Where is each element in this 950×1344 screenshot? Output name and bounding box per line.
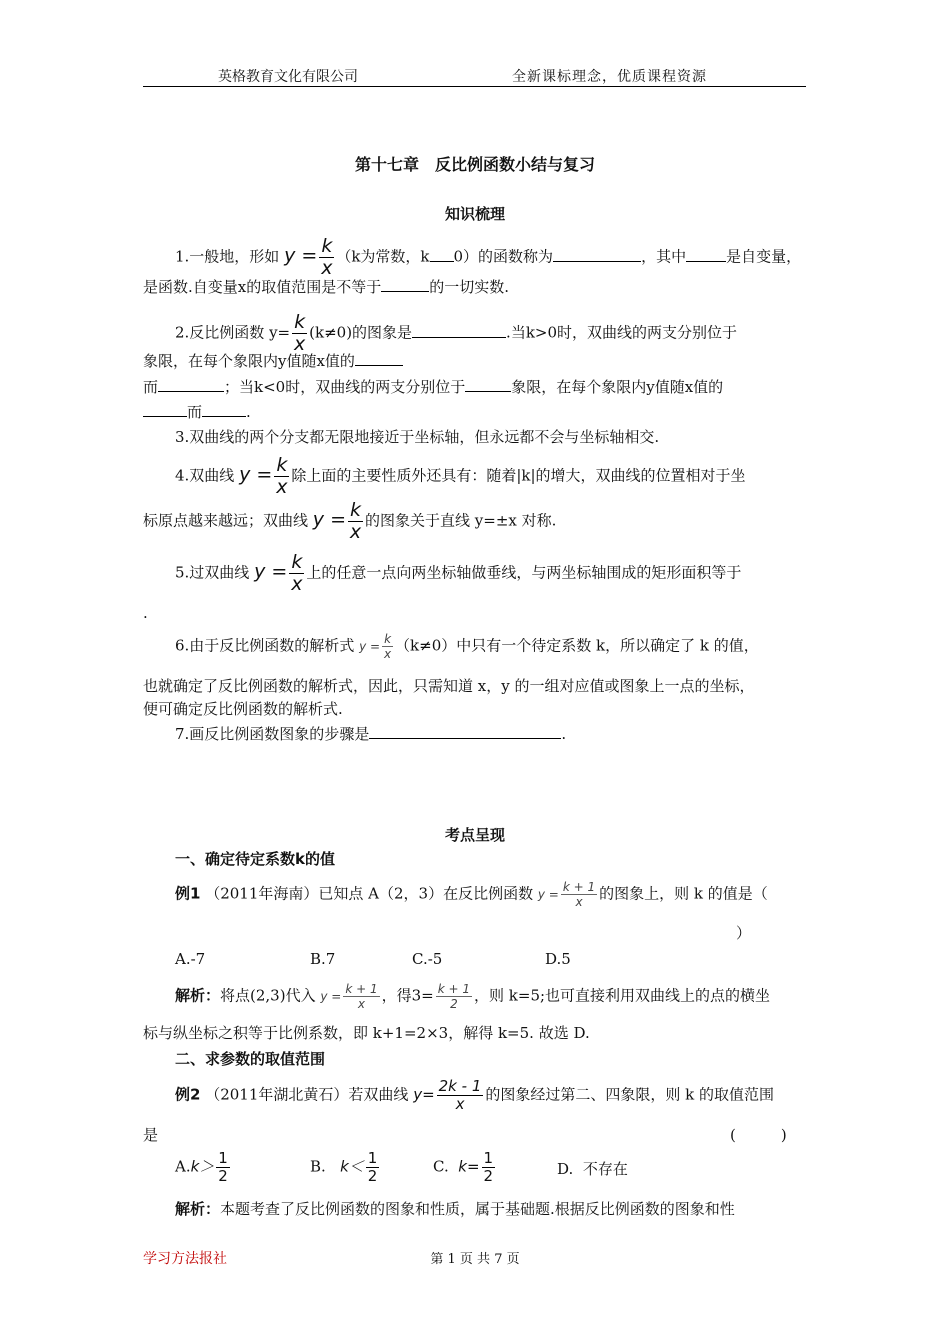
example-1-line-1 (143, 880, 838, 909)
paragraph-6-line-3: 便可确定反比例函数的解析式. (143, 700, 343, 718)
example-2-line-2: 是 (143, 1126, 159, 1144)
p7-text-a: 7.画反比例函数图象的步骤是 (175, 725, 370, 743)
p2-blank-4[interactable] (465, 376, 511, 392)
p2-text-g: 象限，在每个象限内y值随x值的 (511, 378, 724, 396)
p2-text-c: .当k>0时，双曲线的两支分别位于 (506, 323, 738, 342)
paragraph-2-line-2 (143, 350, 806, 372)
p1-text-e: 是自变量， (726, 247, 802, 266)
p4-text-a: 4.双曲线 (175, 466, 235, 485)
example-1-text-b: 的图象上，则 k 的值是（ (599, 884, 768, 903)
example-2-option-c[interactable]: C. k= $\frac{1}{2}$ (433, 1149, 494, 1185)
paragraph-2-line-1 (143, 312, 838, 355)
example-2-analysis (143, 1198, 838, 1220)
paragraph-1-line-2 (143, 276, 806, 298)
example-1-option-b[interactable]: B.7 (310, 950, 336, 968)
example-2-paren[interactable]: ( ) (730, 1126, 787, 1144)
example-1-paren-close: ） (735, 924, 751, 942)
p4-y-1: y = (239, 463, 273, 486)
paragraph-1-line-1 (143, 236, 838, 279)
p2-blank-1[interactable] (412, 322, 506, 338)
p7-blank[interactable] (369, 723, 561, 739)
p2-text-d: 象限，在每个象限内y值随x值的 (143, 352, 355, 370)
p2-blank-6[interactable] (202, 401, 246, 417)
example-1-analysis-label: 解析： (175, 986, 221, 1005)
p5-text-b: 上的任意一点向两坐标轴做垂线，与两坐标轴围成的矩形面积等于 (306, 563, 742, 582)
example-1-analysis-line-1 (143, 982, 838, 1011)
paragraph-6-line-1 (143, 632, 838, 661)
p2-blank-5[interactable] (143, 401, 187, 417)
p1-text-b: （k为常数，k (336, 247, 430, 266)
paragraph-2-line-4 (143, 401, 806, 423)
p7-text-b: . (561, 725, 567, 743)
section-title-exam-points: 考点呈现 (444, 826, 505, 844)
example-2-option-b[interactable]: B. k＜ $\frac{1}{2}$ (310, 1149, 378, 1185)
p4-text-c: 标原点越来越远；双曲线 (143, 511, 309, 530)
p4-y-2: y = (312, 508, 347, 531)
p1-y: y = (284, 244, 318, 267)
header-left: 英格教育文化有限公司 (218, 69, 358, 85)
header-right: 全新课标理念，优质课程资源 (512, 69, 707, 85)
example-2-label: 例2 (175, 1085, 201, 1104)
paragraph-5-line-2: . (143, 604, 148, 622)
p1-fraction: $\frac{k}{x}$ (321, 235, 333, 279)
paragraph-6-line-2: 也就确定了反比例函数的解析式，因此，只需知道 x，y 的一组对应值或图象上一点的坐标， (143, 677, 755, 695)
example-1-fraction: $\frac{k + 1}{x}$ (562, 880, 596, 909)
p1-blank-2[interactable] (553, 246, 641, 262)
example-2-text-b: 的图象经过第二、四象限，则 k 的取值范围 (485, 1085, 775, 1104)
paragraph-4-line-1 (143, 455, 838, 498)
p2-blank-3[interactable] (158, 376, 224, 392)
example-1-analysis-fraction-2: $\frac{k + 1}{2}$ (437, 982, 471, 1011)
paragraph-7 (143, 723, 838, 745)
p5-fraction: $\frac{k}{x}$ (291, 551, 303, 595)
example-2-y: y= (413, 1085, 435, 1104)
example-2-text-a: （2011年湖北黄石）若双曲线 (205, 1085, 409, 1104)
p2-text-i: . (246, 403, 251, 421)
paragraph-3: 3.双曲线的两个分支都无限地接近于坐标轴，但永远都不会与坐标轴相交. (175, 428, 660, 446)
example-1-text-a: （2011年海南）已知点 A（2，3）在反比例函数 (205, 884, 534, 903)
p4-fraction-2: $\frac{k}{x}$ (349, 499, 362, 543)
chapter-title: 第十七章 反比例函数小结与复习 (354, 155, 595, 174)
paragraph-5-line-1 (143, 552, 838, 595)
example-1-label: 例1 (175, 884, 201, 903)
example-1-analysis-a: 将点(2,3)代入 (220, 986, 316, 1005)
p2-text-b: (k≠0)的图象是 (309, 323, 413, 342)
p6-fraction: $\frac{k}{x}$ (384, 632, 392, 661)
example-2-option-a[interactable]: A.k＞ $\frac{1}{2}$ (175, 1149, 228, 1185)
p6-text-b: （k≠0）中只有一个待定系数 k，所以确定了 k 的值， (395, 636, 759, 655)
q1-heading: 一、确定待定系数k的值 (175, 850, 335, 868)
example-1-analysis-b: ，得3= (381, 986, 434, 1005)
example-1-analysis-fraction-1: $\frac{k + 1}{x}$ (345, 982, 378, 1011)
p6-y: y = (359, 639, 381, 654)
p1-text-g: 的一切实数. (429, 278, 510, 296)
p4-fraction-1: $\frac{k}{x}$ (276, 454, 288, 498)
section-title-knowledge: 知识梳理 (444, 205, 505, 223)
p6-text-a: 6.由于反比例函数的解析式 (175, 636, 355, 655)
p2-text-f: ；当k<0时，双曲线的两支分别位于 (224, 378, 466, 396)
p2-fraction: $\frac{k}{x}$ (294, 311, 306, 355)
p2-text-a: 2.反比例函数 y= (175, 323, 291, 342)
example-1-analysis-y: y = (320, 989, 342, 1004)
header-divider (143, 86, 806, 87)
paragraph-4-line-2 (143, 500, 806, 543)
example-1-option-c[interactable]: C.-5 (412, 950, 443, 968)
q2-heading: 二、求参数的取值范围 (175, 1050, 326, 1068)
example-1-analysis-c: ，则 k=5;也可直接利用双曲线上的点的横坐 (474, 986, 771, 1005)
p1-text-a: 1.一般地，形如 (175, 247, 280, 266)
p2-text-h: 而 (187, 403, 203, 421)
p2-blank-2[interactable] (355, 350, 403, 366)
footer-publisher: 学习方法报社 (143, 1251, 227, 1267)
example-2-analysis-a: 本题考查了反比例函数的图象和性质，属于基础题.根据反比例函数的图象和性 (220, 1200, 735, 1218)
p4-text-d: 的图象关于直线 y=±x 对称. (365, 511, 557, 530)
paragraph-2-line-3 (143, 376, 806, 398)
p1-text-d: ，其中 (641, 247, 687, 266)
example-1-option-a[interactable]: A.-7 (175, 950, 206, 968)
p4-text-b: 除上面的主要性质外还具有：随着|k|的增大，双曲线的位置相对于坐 (291, 466, 746, 485)
p1-text-c: 0）的函数称为 (453, 247, 554, 266)
example-2-analysis-label: 解析： (175, 1200, 221, 1218)
example-1-y: y = (537, 887, 559, 902)
example-2-line-1 (143, 1078, 838, 1113)
p2-text-e: 而 (143, 378, 159, 396)
footer-page-number: 第 1 页 共 7 页 (430, 1252, 520, 1267)
example-1-option-d[interactable]: D.5 (545, 950, 571, 968)
example-1-analysis-line-2: 标与纵坐标之积等于比例系数，即 k+1=2×3，解得 k=5. 故选 D. (143, 1024, 590, 1042)
p1-blank-1[interactable] (430, 246, 454, 262)
p5-text-a: 5.过双曲线 (175, 563, 250, 582)
p5-y: y = (254, 560, 288, 583)
p1-text-f: 是函数.自变量x的取值范围是不等于 (143, 278, 382, 296)
p1-blank-3[interactable] (686, 246, 726, 262)
example-2-fraction: $\frac{2k - 1}{x}$ (438, 1077, 482, 1113)
example-2-option-d[interactable]: D. 不存在 (557, 1160, 628, 1178)
p1-blank-4[interactable] (381, 276, 429, 292)
